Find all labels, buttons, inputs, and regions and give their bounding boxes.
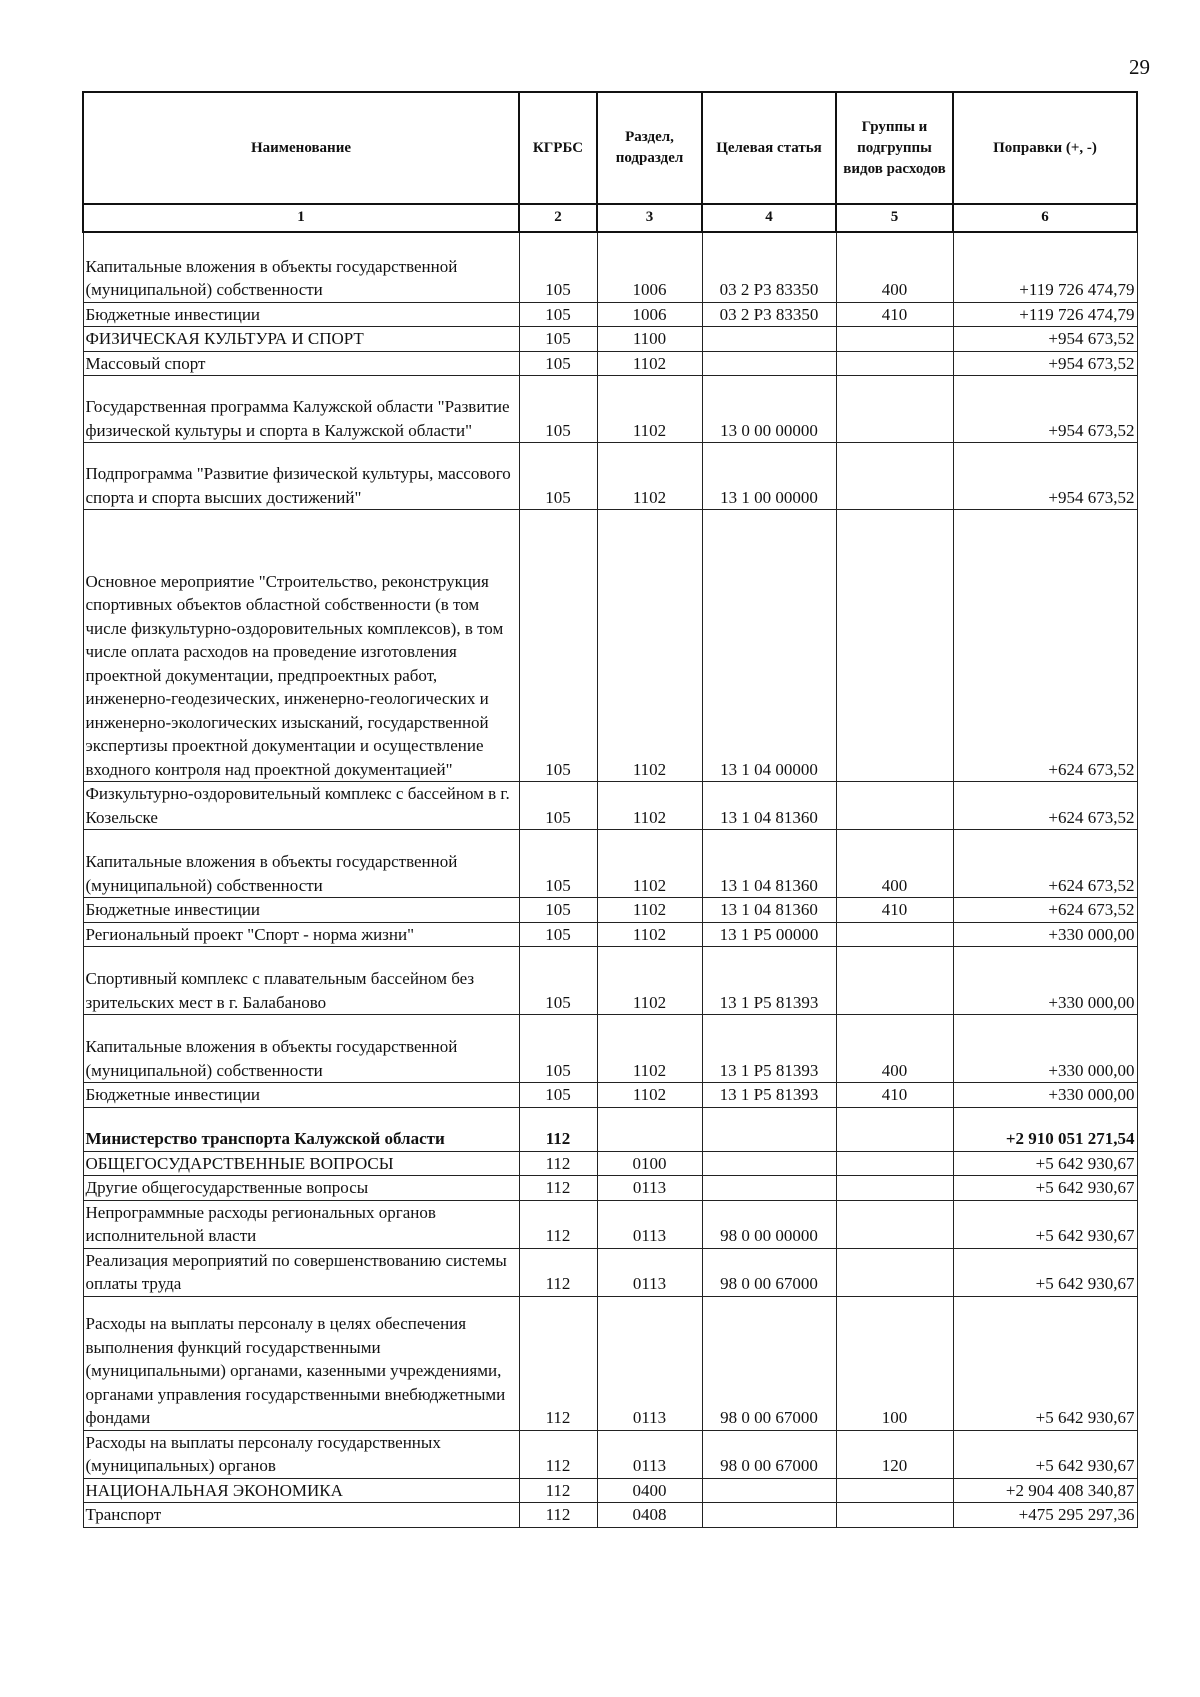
row-razdel: 1102 — [597, 351, 702, 376]
row-kgrbs: 112 — [519, 1248, 597, 1296]
row-gruppa: 400 — [836, 830, 953, 898]
row-amount: +330 000,00 — [953, 1015, 1137, 1083]
header-kgrbs: КГРБС — [519, 92, 597, 204]
row-razdel: 0408 — [597, 1503, 702, 1528]
row-kgrbs: 105 — [519, 1015, 597, 1083]
header-statya: Целевая статья — [702, 92, 836, 204]
row-razdel: 1006 — [597, 302, 702, 327]
row-razdel: 0113 — [597, 1296, 702, 1430]
table-row — [83, 1015, 1137, 1083]
row-razdel: 0100 — [597, 1151, 702, 1176]
row-statya: 13 1 P5 81393 — [702, 1083, 836, 1108]
row-name: Расходы на выплаты персоналу государственных (муниципальных) органов — [83, 1430, 519, 1478]
row-razdel: 1102 — [597, 782, 702, 830]
row-name: Капитальные вложения в объекты государственной (муниципальной) собственности — [83, 232, 519, 302]
header-popravki: Поправки (+, -) — [953, 92, 1137, 204]
table-row — [83, 443, 1137, 510]
row-gruppa: 100 — [836, 1296, 953, 1430]
row-gruppa — [836, 1200, 953, 1248]
row-kgrbs: 105 — [519, 1083, 597, 1108]
row-kgrbs: 105 — [519, 232, 597, 302]
row-name: ОБЩЕГОСУДАРСТВЕННЫЕ ВОПРОСЫ — [83, 1151, 519, 1176]
table-row — [83, 782, 1137, 830]
row-amount: +5 642 930,67 — [953, 1248, 1137, 1296]
row-name: Транспорт — [83, 1503, 519, 1528]
table-row — [83, 1083, 1137, 1108]
table-row — [83, 376, 1137, 443]
row-kgrbs: 112 — [519, 1296, 597, 1430]
row-name: Бюджетные инвестиции — [83, 898, 519, 923]
row-amount: +2 910 051 271,54 — [953, 1107, 1137, 1151]
column-number-row — [83, 204, 1137, 232]
row-kgrbs: 105 — [519, 376, 597, 443]
row-gruppa: 120 — [836, 1430, 953, 1478]
row-kgrbs: 112 — [519, 1200, 597, 1248]
row-kgrbs: 105 — [519, 898, 597, 923]
row-amount: +624 673,52 — [953, 898, 1137, 923]
row-razdel: 1006 — [597, 232, 702, 302]
row-razdel: 1102 — [597, 1015, 702, 1083]
row-statya — [702, 1107, 836, 1151]
row-statya — [702, 327, 836, 352]
table-row — [83, 302, 1137, 327]
row-kgrbs: 112 — [519, 1503, 597, 1528]
row-statya: 13 1 P5 81393 — [702, 1015, 836, 1083]
row-gruppa — [836, 327, 953, 352]
row-gruppa — [836, 1248, 953, 1296]
row-kgrbs: 112 — [519, 1107, 597, 1151]
row-amount: +5 642 930,67 — [953, 1296, 1137, 1430]
row-razdel: 0113 — [597, 1430, 702, 1478]
row-amount: +954 673,52 — [953, 376, 1137, 443]
row-kgrbs: 105 — [519, 782, 597, 830]
row-gruppa — [836, 1478, 953, 1503]
row-amount: +119 726 474,79 — [953, 302, 1137, 327]
row-amount: +119 726 474,79 — [953, 232, 1137, 302]
row-name: Спортивный комплекс с плавательным бассейном без зрительских мест в г. Балабаново — [83, 947, 519, 1015]
table-row — [83, 1200, 1137, 1248]
row-name: Реализация мероприятий по совершенствованию системы оплаты труда — [83, 1248, 519, 1296]
row-statya: 98 0 00 67000 — [702, 1430, 836, 1478]
row-amount: +330 000,00 — [953, 1083, 1137, 1108]
header-razdel: Раздел, подраздел — [597, 92, 702, 204]
row-amount: +954 673,52 — [953, 351, 1137, 376]
row-razdel: 1102 — [597, 510, 702, 782]
column-number: 4 — [702, 204, 836, 232]
row-gruppa — [836, 376, 953, 443]
row-gruppa — [836, 1151, 953, 1176]
row-razdel: 1102 — [597, 443, 702, 510]
row-gruppa — [836, 443, 953, 510]
row-name: Капитальные вложения в объекты государственной (муниципальной) собственности — [83, 830, 519, 898]
table-row — [83, 1248, 1137, 1296]
row-amount: +2 904 408 340,87 — [953, 1478, 1137, 1503]
row-gruppa: 410 — [836, 898, 953, 923]
table-row — [83, 1107, 1137, 1151]
row-name: Основное мероприятие "Строительство, реконструкция спортивных объектов областной собственности (в том числе физкультурно-оздоровительных комплексов), в том числе оплата расходов на проведение изготовления проектной документации, предпроектных работ, инженерно-геодезических, инженерно-геологических и инженерно-экологических изысканий, государственной экспертизы проектной документации и осуществление входного контроля над проектной документацией" — [83, 510, 519, 782]
row-name: Государственная программа Калужской области "Развитие физической культуры и спорта в Калужской области" — [83, 376, 519, 443]
table-row — [83, 1176, 1137, 1201]
row-name: Массовый спорт — [83, 351, 519, 376]
row-statya: 03 2 P3 83350 — [702, 232, 836, 302]
row-kgrbs: 112 — [519, 1151, 597, 1176]
row-gruppa — [836, 1176, 953, 1201]
row-kgrbs: 105 — [519, 510, 597, 782]
row-name: Физкультурно-оздоровительный комплекс с бассейном в г. Козельске — [83, 782, 519, 830]
row-gruppa: 400 — [836, 232, 953, 302]
table-row — [83, 232, 1137, 302]
row-kgrbs: 112 — [519, 1478, 597, 1503]
row-razdel: 0400 — [597, 1478, 702, 1503]
row-kgrbs: 105 — [519, 922, 597, 947]
header-gruppy: Группы и подгруппы видов расходов — [836, 92, 953, 204]
row-razdel: 1102 — [597, 1083, 702, 1108]
row-name: НАЦИОНАЛЬНАЯ ЭКОНОМИКА — [83, 1478, 519, 1503]
row-gruppa: 410 — [836, 1083, 953, 1108]
column-number: 2 — [519, 204, 597, 232]
row-gruppa: 400 — [836, 1015, 953, 1083]
row-amount: +330 000,00 — [953, 922, 1137, 947]
row-kgrbs: 112 — [519, 1176, 597, 1201]
row-name: Расходы на выплаты персоналу в целях обеспечения выполнения функций государственными (муниципальными) органами, казенными учреждениями, органами управления государственными внебюджетными фондами — [83, 1296, 519, 1430]
row-amount: +475 295 297,36 — [953, 1503, 1137, 1528]
column-number: 1 — [83, 204, 519, 232]
row-amount: +624 673,52 — [953, 830, 1137, 898]
row-name: Другие общегосударственные вопросы — [83, 1176, 519, 1201]
row-statya — [702, 1503, 836, 1528]
row-gruppa — [836, 1503, 953, 1528]
row-kgrbs: 105 — [519, 327, 597, 352]
row-name: Министерство транспорта Калужской области — [83, 1107, 519, 1151]
row-amount: +5 642 930,67 — [953, 1200, 1137, 1248]
row-razdel: 0113 — [597, 1248, 702, 1296]
row-razdel: 1100 — [597, 327, 702, 352]
row-statya: 13 1 P5 00000 — [702, 922, 836, 947]
row-statya: 13 1 P5 81393 — [702, 947, 836, 1015]
row-amount: +954 673,52 — [953, 443, 1137, 510]
row-statya — [702, 351, 836, 376]
row-razdel: 1102 — [597, 947, 702, 1015]
row-name: Региональный проект "Спорт - норма жизни" — [83, 922, 519, 947]
table-row — [83, 510, 1137, 782]
row-kgrbs: 105 — [519, 443, 597, 510]
row-gruppa — [836, 351, 953, 376]
row-gruppa — [836, 947, 953, 1015]
row-statya: 13 1 04 81360 — [702, 898, 836, 923]
row-kgrbs: 105 — [519, 302, 597, 327]
page-number: 29 — [1129, 55, 1150, 79]
row-kgrbs: 112 — [519, 1430, 597, 1478]
row-amount: +624 673,52 — [953, 782, 1137, 830]
table-row — [83, 1296, 1137, 1430]
row-name: Бюджетные инвестиции — [83, 1083, 519, 1108]
row-name: Непрограммные расходы региональных органов исполнительной власти — [83, 1200, 519, 1248]
column-number: 6 — [953, 204, 1137, 232]
row-amount: +5 642 930,67 — [953, 1176, 1137, 1201]
table-row — [83, 1478, 1137, 1503]
table-row — [83, 351, 1137, 376]
row-statya: 98 0 00 00000 — [702, 1200, 836, 1248]
row-gruppa — [836, 922, 953, 947]
table-row — [83, 327, 1137, 352]
table-body — [83, 232, 1137, 1527]
column-number: 3 — [597, 204, 702, 232]
row-name: Бюджетные инвестиции — [83, 302, 519, 327]
row-amount: +5 642 930,67 — [953, 1151, 1137, 1176]
table-row — [83, 1503, 1137, 1528]
row-statya — [702, 1478, 836, 1503]
row-statya: 13 1 04 81360 — [702, 830, 836, 898]
row-amount: +954 673,52 — [953, 327, 1137, 352]
header-row — [83, 92, 1137, 204]
row-gruppa — [836, 1107, 953, 1151]
row-name: Капитальные вложения в объекты государственной (муниципальной) собственности — [83, 1015, 519, 1083]
row-gruppa — [836, 510, 953, 782]
row-razdel: 0113 — [597, 1200, 702, 1248]
row-statya: 98 0 00 67000 — [702, 1296, 836, 1430]
row-statya: 13 1 04 00000 — [702, 510, 836, 782]
row-razdel: 1102 — [597, 922, 702, 947]
row-kgrbs: 105 — [519, 830, 597, 898]
row-amount: +624 673,52 — [953, 510, 1137, 782]
column-number: 5 — [836, 204, 953, 232]
table-row — [83, 830, 1137, 898]
table-row — [83, 1151, 1137, 1176]
row-statya: 03 2 P3 83350 — [702, 302, 836, 327]
row-kgrbs: 105 — [519, 947, 597, 1015]
row-razdel — [597, 1107, 702, 1151]
row-name: Подпрограмма "Развитие физической культуры, массового спорта и спорта высших достижений" — [83, 443, 519, 510]
row-razdel: 1102 — [597, 376, 702, 443]
row-statya — [702, 1151, 836, 1176]
row-gruppa: 410 — [836, 302, 953, 327]
row-gruppa — [836, 782, 953, 830]
row-kgrbs: 105 — [519, 351, 597, 376]
row-name: ФИЗИЧЕСКАЯ КУЛЬТУРА И СПОРТ — [83, 327, 519, 352]
budget-table — [82, 91, 1138, 1528]
row-statya: 13 0 00 00000 — [702, 376, 836, 443]
table-row — [83, 922, 1137, 947]
table-row — [83, 1430, 1137, 1478]
row-statya: 13 1 00 00000 — [702, 443, 836, 510]
row-statya — [702, 1176, 836, 1201]
table-row — [83, 947, 1137, 1015]
row-razdel: 1102 — [597, 830, 702, 898]
row-amount: +330 000,00 — [953, 947, 1137, 1015]
row-statya: 13 1 04 81360 — [702, 782, 836, 830]
row-statya: 98 0 00 67000 — [702, 1248, 836, 1296]
row-razdel: 1102 — [597, 898, 702, 923]
header-name: Наименование — [83, 92, 519, 204]
row-razdel: 0113 — [597, 1176, 702, 1201]
row-amount: +5 642 930,67 — [953, 1430, 1137, 1478]
table-row — [83, 898, 1137, 923]
